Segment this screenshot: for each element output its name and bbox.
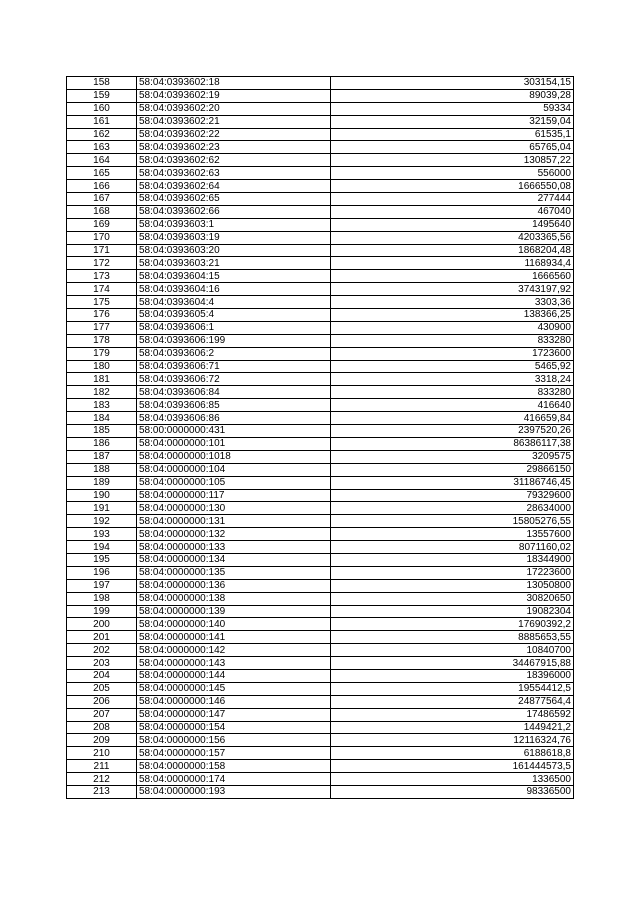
cadastral-number-cell: 58:04:0000000:139 (137, 605, 331, 618)
row-number-cell: 179 (67, 347, 137, 360)
table-row (67, 205, 574, 218)
value-cell: 1336500 (331, 773, 574, 786)
cadastral-number-cell: 58:04:0393606:84 (137, 386, 331, 399)
value-cell: 6188618,8 (331, 747, 574, 760)
cadastral-number-cell: 58:04:0000000:145 (137, 682, 331, 695)
value-cell: 34467915,88 (331, 657, 574, 670)
value-cell: 1666560 (331, 270, 574, 283)
row-number-cell: 158 (67, 77, 137, 90)
cadastral-number-cell: 58:04:0393603:1 (137, 218, 331, 231)
table-row (67, 785, 574, 798)
cadastral-number-cell: 58:04:0393606:2 (137, 347, 331, 360)
table-row (67, 128, 574, 141)
value-cell: 161444573,5 (331, 760, 574, 773)
value-cell: 833280 (331, 334, 574, 347)
value-cell: 1723600 (331, 347, 574, 360)
cadastral-number-cell: 58:04:0000000:142 (137, 644, 331, 657)
row-number-cell: 175 (67, 296, 137, 309)
value-cell: 86386117,38 (331, 437, 574, 450)
table-row (67, 141, 574, 154)
cadastral-number-cell: 58:04:0393602:19 (137, 89, 331, 102)
row-number-cell: 190 (67, 489, 137, 502)
cadastral-number-cell: 58:00:0000000:431 (137, 425, 331, 438)
cadastral-number-cell: 58:04:0000000:141 (137, 631, 331, 644)
value-cell: 8071160,02 (331, 541, 574, 554)
cadastral-number-cell: 58:04:0000000:193 (137, 785, 331, 798)
table-row (67, 283, 574, 296)
cadastral-number-cell: 58:04:0393602:21 (137, 115, 331, 128)
row-number-cell: 211 (67, 760, 137, 773)
value-cell: 30820650 (331, 592, 574, 605)
value-cell: 8885653,55 (331, 631, 574, 644)
table-row (67, 193, 574, 206)
row-number-cell: 163 (67, 141, 137, 154)
row-number-cell: 167 (67, 193, 137, 206)
cadastral-number-cell: 58:04:0393602:18 (137, 77, 331, 90)
row-number-cell: 205 (67, 682, 137, 695)
cadastral-number-cell: 58:04:0000000:1018 (137, 450, 331, 463)
cadastral-number-cell: 58:04:0000000:131 (137, 515, 331, 528)
cadastral-number-cell: 58:04:0000000:144 (137, 669, 331, 682)
cadastral-number-cell: 58:04:0000000:101 (137, 437, 331, 450)
cadastral-number-cell: 58:04:0393606:85 (137, 399, 331, 412)
value-cell: 833280 (331, 386, 574, 399)
cadastral-number-cell: 58:04:0000000:143 (137, 657, 331, 670)
cadastral-number-cell: 58:04:0000000:158 (137, 760, 331, 773)
row-number-cell: 160 (67, 102, 137, 115)
cadastral-number-cell: 58:04:0393606:72 (137, 373, 331, 386)
value-cell: 3318,24 (331, 373, 574, 386)
table-row (67, 721, 574, 734)
cadastral-number-cell: 58:04:0393604:16 (137, 283, 331, 296)
table-row (67, 296, 574, 309)
row-number-cell: 208 (67, 721, 137, 734)
row-number-cell: 159 (67, 89, 137, 102)
table-row (67, 360, 574, 373)
table-row (67, 579, 574, 592)
value-cell: 17486592 (331, 708, 574, 721)
row-number-cell: 189 (67, 476, 137, 489)
cadastral-number-cell: 58:04:0393603:21 (137, 257, 331, 270)
row-number-cell: 165 (67, 167, 137, 180)
value-cell: 19082304 (331, 605, 574, 618)
cadastral-number-cell: 58:04:0393602:66 (137, 205, 331, 218)
row-number-cell: 187 (67, 450, 137, 463)
value-cell: 416659,84 (331, 412, 574, 425)
value-cell: 18344900 (331, 553, 574, 566)
value-cell: 5465,92 (331, 360, 574, 373)
table-body (67, 77, 574, 799)
value-cell: 416640 (331, 399, 574, 412)
cadastral-number-cell: 58:04:0393606:1 (137, 321, 331, 334)
value-cell: 3743197,92 (331, 283, 574, 296)
cadastral-number-cell: 58:04:0000000:136 (137, 579, 331, 592)
cadastral-number-cell: 58:04:0000000:140 (137, 618, 331, 631)
row-number-cell: 172 (67, 257, 137, 270)
value-cell: 31186746,45 (331, 476, 574, 489)
value-cell: 32159,04 (331, 115, 574, 128)
table-row (67, 399, 574, 412)
cadastral-number-cell: 58:04:0000000:138 (137, 592, 331, 605)
table-row (67, 528, 574, 541)
value-cell: 59334 (331, 102, 574, 115)
value-cell: 3209575 (331, 450, 574, 463)
row-number-cell: 184 (67, 412, 137, 425)
row-number-cell: 194 (67, 541, 137, 554)
row-number-cell: 196 (67, 566, 137, 579)
value-cell: 303154,15 (331, 77, 574, 90)
table-row (67, 180, 574, 193)
table-row (67, 154, 574, 167)
cadastral-number-cell: 58:04:0000000:156 (137, 734, 331, 747)
table-row (67, 244, 574, 257)
row-number-cell: 170 (67, 231, 137, 244)
row-number-cell: 173 (67, 270, 137, 283)
cadastral-number-cell: 58:04:0393603:20 (137, 244, 331, 257)
row-number-cell: 186 (67, 437, 137, 450)
cadastral-number-cell: 58:04:0000000:135 (137, 566, 331, 579)
value-cell: 17223600 (331, 566, 574, 579)
value-cell: 89039,28 (331, 89, 574, 102)
row-number-cell: 166 (67, 180, 137, 193)
table-row (67, 592, 574, 605)
row-number-cell: 171 (67, 244, 137, 257)
cadastral-number-cell: 58:04:0000000:147 (137, 708, 331, 721)
value-cell: 556000 (331, 167, 574, 180)
table-row (67, 708, 574, 721)
table-row (67, 695, 574, 708)
row-number-cell: 193 (67, 528, 137, 541)
table-row (67, 89, 574, 102)
cadastral-number-cell: 58:04:0393606:86 (137, 412, 331, 425)
table-row (67, 760, 574, 773)
value-cell: 1868204,48 (331, 244, 574, 257)
cadastral-number-cell: 58:04:0000000:174 (137, 773, 331, 786)
row-number-cell: 206 (67, 695, 137, 708)
row-number-cell: 204 (67, 669, 137, 682)
table-row (67, 644, 574, 657)
cadastral-number-cell: 58:04:0393602:63 (137, 167, 331, 180)
cadastral-number-cell: 58:04:0393604:4 (137, 296, 331, 309)
table-row (67, 373, 574, 386)
value-cell: 13557600 (331, 528, 574, 541)
cadastral-number-cell: 58:04:0000000:134 (137, 553, 331, 566)
table-row (67, 657, 574, 670)
cadastral-number-cell: 58:04:0393606:199 (137, 334, 331, 347)
cadastral-number-cell: 58:04:0000000:132 (137, 528, 331, 541)
cadastral-number-cell: 58:04:0000000:130 (137, 502, 331, 515)
row-number-cell: 169 (67, 218, 137, 231)
cadastral-number-cell: 58:04:0000000:133 (137, 541, 331, 554)
table-row (67, 502, 574, 515)
table-row (67, 566, 574, 579)
row-number-cell: 199 (67, 605, 137, 618)
cadastral-number-cell: 58:04:0000000:105 (137, 476, 331, 489)
cadastral-number-cell: 58:04:0000000:154 (137, 721, 331, 734)
value-cell: 12116324,76 (331, 734, 574, 747)
value-cell: 430900 (331, 321, 574, 334)
value-cell: 1168934,4 (331, 257, 574, 270)
table-row (67, 631, 574, 644)
cadastral-number-cell: 58:04:0393605:4 (137, 309, 331, 322)
table-row (67, 476, 574, 489)
cadastral-number-cell: 58:04:0393602:65 (137, 193, 331, 206)
table-row (67, 541, 574, 554)
table-row (67, 412, 574, 425)
cadastral-number-cell: 58:04:0000000:117 (137, 489, 331, 502)
table-row (67, 425, 574, 438)
row-number-cell: 201 (67, 631, 137, 644)
row-number-cell: 162 (67, 128, 137, 141)
table-row (67, 463, 574, 476)
row-number-cell: 210 (67, 747, 137, 760)
value-cell: 79329600 (331, 489, 574, 502)
row-number-cell: 176 (67, 309, 137, 322)
value-cell: 24877564,4 (331, 695, 574, 708)
cadastral-number-cell: 58:04:0393602:64 (137, 180, 331, 193)
table-row (67, 669, 574, 682)
row-number-cell: 202 (67, 644, 137, 657)
row-number-cell: 212 (67, 773, 137, 786)
row-number-cell: 195 (67, 553, 137, 566)
table-row (67, 773, 574, 786)
cadastral-number-cell: 58:04:0000000:104 (137, 463, 331, 476)
row-number-cell: 191 (67, 502, 137, 515)
table-row (67, 347, 574, 360)
row-number-cell: 161 (67, 115, 137, 128)
value-cell: 467040 (331, 205, 574, 218)
table-row (67, 450, 574, 463)
value-cell: 98336500 (331, 785, 574, 798)
value-cell: 19554412,5 (331, 682, 574, 695)
row-number-cell: 174 (67, 283, 137, 296)
table-row (67, 437, 574, 450)
table-row (67, 734, 574, 747)
cadastral-number-cell: 58:04:0393604:15 (137, 270, 331, 283)
value-cell: 15805276,55 (331, 515, 574, 528)
value-cell: 1666550,08 (331, 180, 574, 193)
cadastral-number-cell: 58:04:0393603:19 (137, 231, 331, 244)
cadastral-number-cell: 58:04:0393602:20 (137, 102, 331, 115)
value-cell: 61535,1 (331, 128, 574, 141)
value-cell: 2397520,26 (331, 425, 574, 438)
table-row (67, 115, 574, 128)
row-number-cell: 183 (67, 399, 137, 412)
value-cell: 29866150 (331, 463, 574, 476)
row-number-cell: 213 (67, 785, 137, 798)
row-number-cell: 178 (67, 334, 137, 347)
value-cell: 1495640 (331, 218, 574, 231)
row-number-cell: 164 (67, 154, 137, 167)
table-row (67, 515, 574, 528)
row-number-cell: 185 (67, 425, 137, 438)
value-cell: 65765,04 (331, 141, 574, 154)
row-number-cell: 207 (67, 708, 137, 721)
table-row (67, 489, 574, 502)
table-row (67, 77, 574, 90)
cadastral-number-cell: 58:04:0393602:62 (137, 154, 331, 167)
table-row (67, 682, 574, 695)
table-row (67, 218, 574, 231)
value-cell: 3303,36 (331, 296, 574, 309)
value-cell: 138366,25 (331, 309, 574, 322)
row-number-cell: 180 (67, 360, 137, 373)
value-cell: 1449421,2 (331, 721, 574, 734)
value-cell: 130857,22 (331, 154, 574, 167)
table-row (67, 618, 574, 631)
table-row (67, 605, 574, 618)
value-cell: 28634000 (331, 502, 574, 515)
table-row (67, 231, 574, 244)
row-number-cell: 181 (67, 373, 137, 386)
row-number-cell: 197 (67, 579, 137, 592)
table-row (67, 386, 574, 399)
row-number-cell: 192 (67, 515, 137, 528)
value-cell: 13050800 (331, 579, 574, 592)
table-row (67, 167, 574, 180)
value-cell: 4203365,56 (331, 231, 574, 244)
cadastral-number-cell: 58:04:0393602:23 (137, 141, 331, 154)
cadastral-number-cell: 58:04:0000000:157 (137, 747, 331, 760)
row-number-cell: 188 (67, 463, 137, 476)
table-row (67, 321, 574, 334)
row-number-cell: 168 (67, 205, 137, 218)
cadastral-number-cell: 58:04:0393606:71 (137, 360, 331, 373)
row-number-cell: 182 (67, 386, 137, 399)
cadastral-number-cell: 58:04:0393602:22 (137, 128, 331, 141)
table-row (67, 309, 574, 322)
table-row (67, 553, 574, 566)
cadastral-value-table (66, 76, 574, 799)
table-row (67, 102, 574, 115)
row-number-cell: 200 (67, 618, 137, 631)
value-cell: 277444 (331, 193, 574, 206)
table-row (67, 270, 574, 283)
row-number-cell: 198 (67, 592, 137, 605)
value-cell: 10840700 (331, 644, 574, 657)
table-row (67, 334, 574, 347)
row-number-cell: 177 (67, 321, 137, 334)
cadastral-number-cell: 58:04:0000000:146 (137, 695, 331, 708)
row-number-cell: 209 (67, 734, 137, 747)
value-cell: 17690392,2 (331, 618, 574, 631)
value-cell: 18396000 (331, 669, 574, 682)
table-row (67, 747, 574, 760)
table-row (67, 257, 574, 270)
row-number-cell: 203 (67, 657, 137, 670)
